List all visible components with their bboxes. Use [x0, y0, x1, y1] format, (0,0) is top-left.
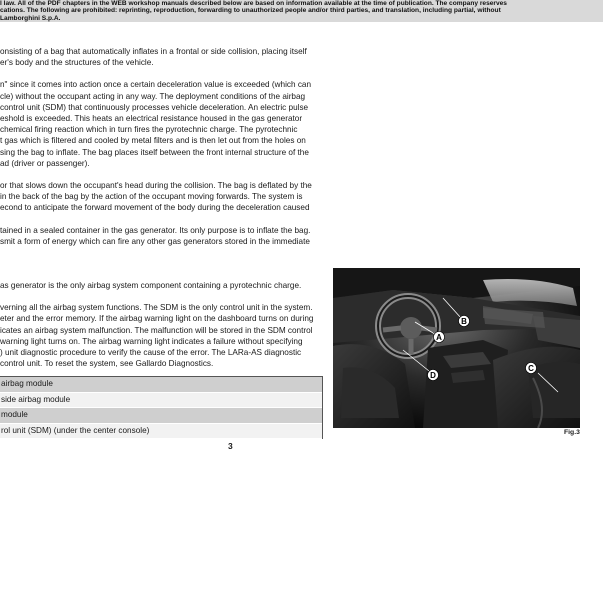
paragraph-line: ad (driver or passenger).: [0, 158, 90, 168]
paragraph-line: verning all the airbag system functions. The SDM is the only control unit in the system.: [0, 303, 313, 313]
paragraph-line: onsisting of a bag that automatically inflates in a frontal or side collision, placing itself: [0, 47, 307, 56]
paragraph-line: control unit (SDM) that continuously processes vehicle deceleration. An electric pulse: [0, 102, 309, 112]
component-table: [0, 376, 323, 439]
header-disclaimer: [0, 0, 603, 22]
header-line: cations. The following are prohibited: reprinting, reproduction, forwarding to unauthorized people and/or third parties, and translation, including partial, without: [0, 7, 501, 15]
callout-c-label: C: [528, 364, 534, 373]
paragraph-line: smit a form of energy which can fire any other gas generators stored in the immediate: [0, 236, 310, 246]
table-row: module: [0, 408, 322, 424]
paragraph-line: control unit. To reset the system, see Gallardo Diagnostics.: [0, 359, 214, 369]
figure-caption: Fig.3: [564, 429, 580, 436]
paragraph-line: t gas which is filtered and cooled by metal filters and is then let out from the holes on: [0, 136, 306, 146]
callout-a-label: A: [436, 333, 442, 342]
paragraph-line: tained in a sealed container in the gas generator. Its only purpose is to inflate the bag.: [0, 225, 311, 235]
paragraph-line: econd to anticipate the forward movement of the body during the deceleration caused: [0, 203, 310, 213]
table-row: airbag module: [0, 377, 322, 393]
paragraph-line: eter and the error memory. If the airbag warning light on the dashboard turns on during: [0, 314, 314, 324]
header-line: Lamborghini S.p.A.: [0, 14, 61, 22]
table-row: rol unit (SDM) (under the center console): [0, 424, 322, 440]
paragraph-line: eshold is exceeded. This heats an electrical resistance housed in the gas generator: [0, 114, 303, 124]
paragraph-line: icates an airbag system malfunction. The malfunction will be stored in the SDM control: [0, 325, 313, 335]
paragraph-line: ) unit diagnostic procedure to verify the cause of the error. The LARa-AS diagnostic: [0, 348, 302, 358]
table-row: side airbag module: [0, 393, 322, 409]
paragraph-line: cle) without the occupant acting in any way. The deployment conditions of the airbag: [0, 91, 306, 101]
paragraph-line: n" since it comes into action once a certain deceleration value is exceeded (which can: [0, 80, 312, 90]
interior-photo-figure: [333, 268, 580, 428]
header-line: l law. All of the PDF chapters in the WEB workshop manuals described below are based on information available at the time of publication. The company reserves: [0, 0, 507, 7]
paragraph-line: warning light turns on. The airbag warning light indicates a failure without specifying: [0, 336, 303, 346]
paragraph-line: in the back of the bag by the action of the occupant moving forwards. The system is: [0, 192, 303, 202]
paragraph-line: sing the bag to inflate. The bag places itself between the front internal structure of the: [0, 147, 309, 157]
car-interior-illustration: [333, 268, 580, 428]
body-text: [0, 46, 330, 369]
paragraph-line: er's body and the structures of the vehicle.: [0, 58, 154, 68]
callout-b-label: B: [461, 317, 467, 326]
callout-d-label: D: [430, 371, 436, 380]
page-number: 3: [228, 441, 233, 451]
paragraph-line: as generator is the only airbag system component containing a pyrotechnic charge.: [0, 281, 302, 291]
paragraph-line: or that slows down the occupant's head during the collision. The bag is deflated by the: [0, 181, 312, 191]
paragraph-line: chemical firing reaction which in turn fires the pyrotechnic charge. The pyrotechnic: [0, 125, 298, 135]
